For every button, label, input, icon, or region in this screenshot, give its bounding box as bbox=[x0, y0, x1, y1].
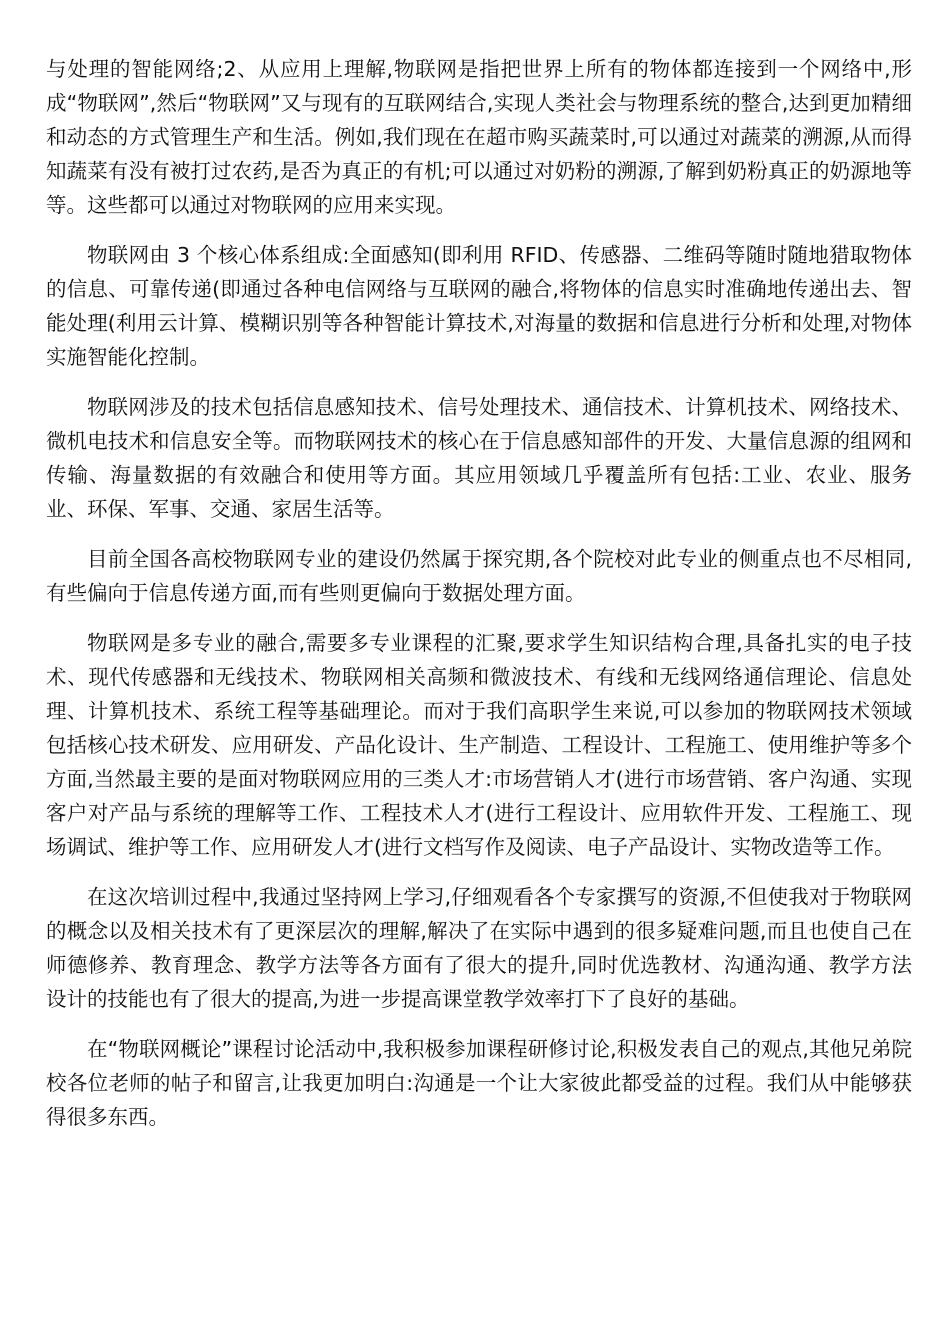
document-page bbox=[46, 52, 912, 1150]
paragraph-multidisciplinary: 物联网是多专业的融合,需要多专业课程的汇聚,要求学生知识结构合理,具备扎实的电子技术、现代传感器和无线技术、物联网相关高频和微波技术、有线和无线网络通信理论、信息处理、计算机技术、系统工程等基础理论。而对于我们高职学生来说,可以参加的物联网技术领域包括核心技术研发、应用研发、产品化设计、生产制造、工程设计、工程施工、使用维护等多个方面,当然最主要的是面对物联网应用的三类人才:市场营销人才(进行市场营销、客户沟通、实现客户对产品与系统的理解等工作、工程技术人才(进行工程设计、应用软件开发、工程施工、现场调试、维护等工作、应用研发人才(进行文档写作及阅读、电子产品设计、实物改造等工作。 bbox=[46, 631, 912, 859]
paragraph-training: 在这次培训过程中,我通过坚持网上学习,仔细观看各个专家撰写的资源,不但使我对于物联网的概念以及相关技术有了更深层次的理解,解决了在实际中遇到的很多疑难问题,而且也使自己在师德修养、教育理念、教学方法等各方面有了很大的提升,同时优选教材、沟通沟通、教学方法设计的技能也有了很大的提高,为进一步提高课堂教学效率打下了良好的基础。 bbox=[46, 885, 912, 1011]
paragraph-technologies: 物联网涉及的技术包括信息感知技术、信号处理技术、通信技术、计算机技术、网络技术、微机电技术和信息安全等。而物联网技术的核心在于信息感知部件的开发、大量信息源的组网和传输、海量数据的有效融合和使用等方面。其应用领域几乎覆盖所有包括:工业、农业、服务业、环保、军事、交通、家居生活等。 bbox=[46, 395, 912, 521]
paragraph-core-systems: 物联网由 3 个核心体系组成:全面感知(即利用 RFID、传感器、二维码等随时随地猎取物体的信息、可靠传递(即通过各种电信网络与互联网的融合,将物体的信息实时准确地传递出去、智能处理(利用云计算、模糊识别等各种智能计算技术,对海量的数据和信息进行分析和处理,对物体实施智能化控制。 bbox=[46, 243, 912, 369]
paragraph-course-discussion: 在“物联网概论”课程讨论活动中,我积极参加课程研修讨论,积极发表自己的观点,其他兄弟院校各位老师的帖子和留言,让我更加明白:沟通是一个让大家彼此都受益的过程。我们从中能够获得很多东西。 bbox=[46, 1037, 912, 1129]
paragraph-university-programs: 目前全国各高校物联网专业的建设仍然属于探究期,各个院校对此专业的侧重点也不尽相同,有些偏向于信息传递方面,而有些则更偏向于数据处理方面。 bbox=[46, 547, 912, 605]
paragraph-continued: 与处理的智能网络;2、从应用上理解,物联网是指把世界上所有的物体都连接到一个网络中,形成“物联网”,然后“物联网”又与现有的互联网结合,实现人类社会与物理系统的整合,达到更加精细和动态的方式管理生产和生活。例如,我们现在在超市购买蔬菜时,可以通过对蔬菜的溯源,从而得知蔬菜有没有被打过农药,是否为真正的有机;可以通过对奶粉的溯源,了解到奶粉真正的奶源地等等。这些都可以通过对物联网的应用来实现。 bbox=[46, 57, 912, 217]
